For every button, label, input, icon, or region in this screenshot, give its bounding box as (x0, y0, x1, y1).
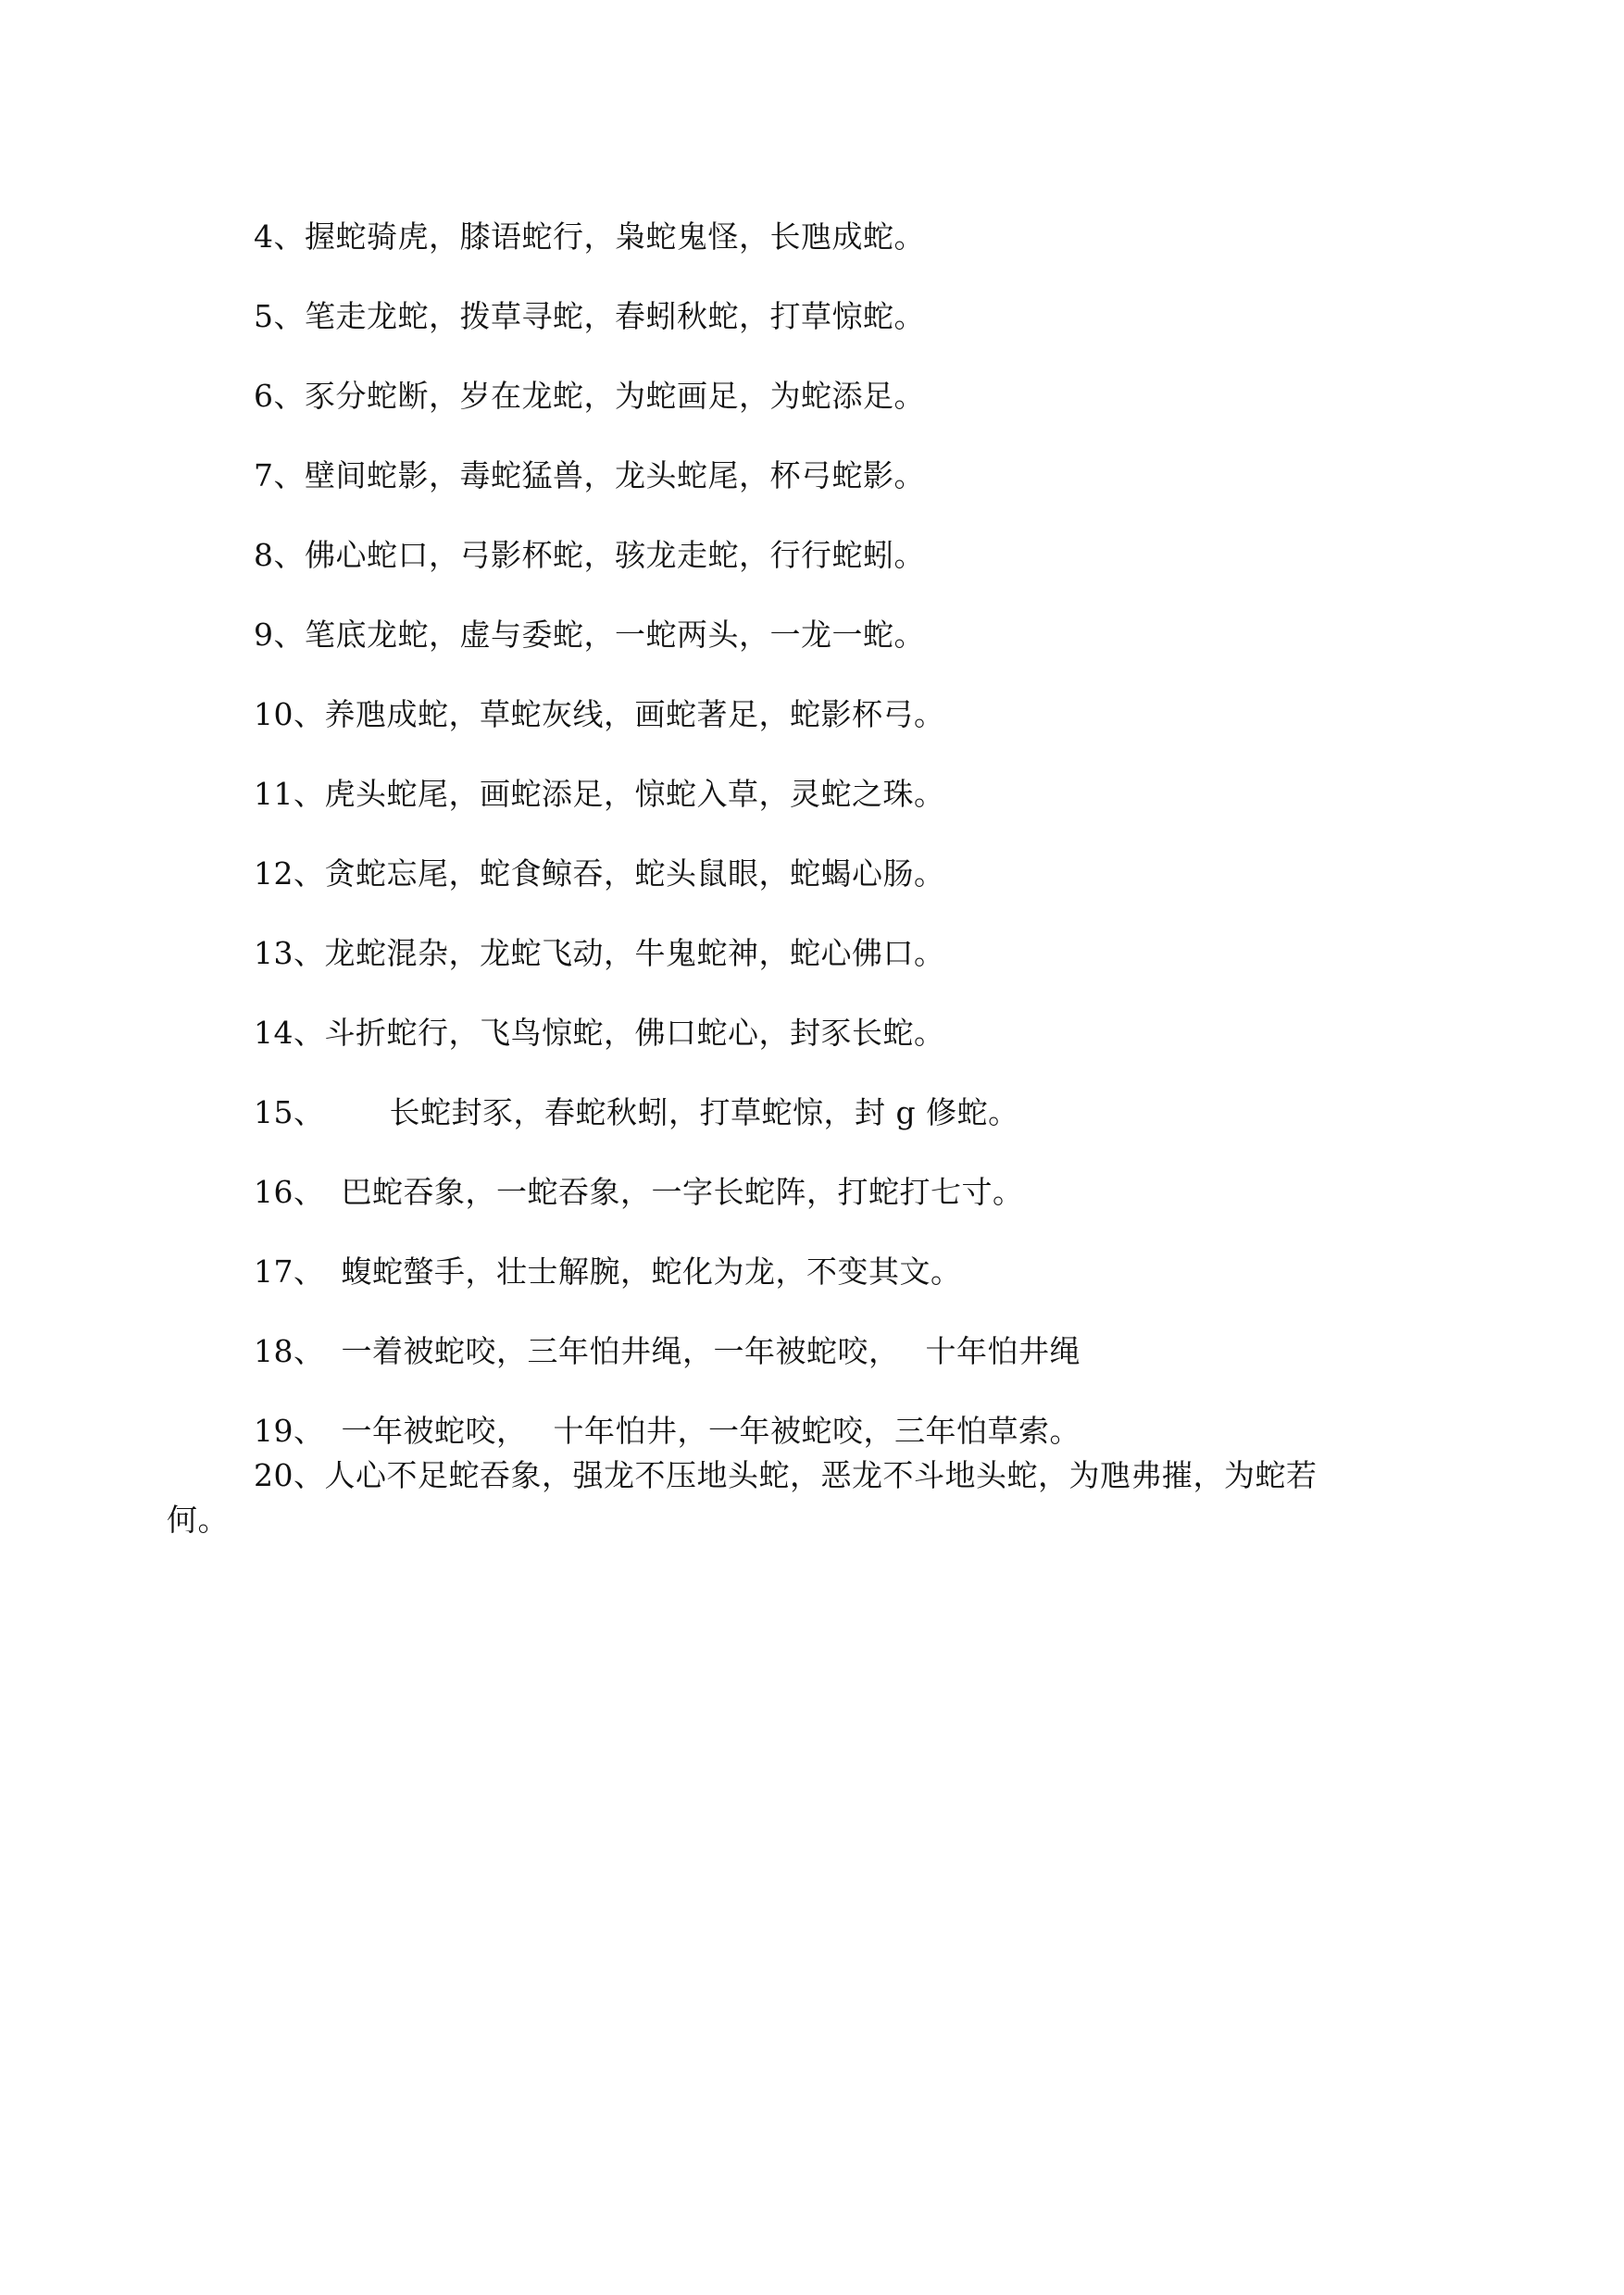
item-text: 佛心蛇口，弓影杯蛇，骇龙走蛇，行行蛇蚓。 (305, 537, 925, 573)
item-text-part: 十年怕井绳 (925, 1333, 1081, 1369)
item-number: 9、 (254, 617, 305, 653)
item-number: 8、 (254, 537, 305, 573)
item-number: 13、 (254, 935, 325, 971)
list-item (254, 298, 925, 335)
item-number: 11、 (254, 776, 325, 812)
list-item (254, 1174, 1024, 1211)
list-item (254, 218, 925, 256)
list-item (254, 617, 925, 654)
continuation-text: 何。 (167, 1502, 229, 1538)
item-number: 7、 (254, 457, 305, 493)
item-number: 4、 (254, 218, 305, 255)
list-item (254, 776, 945, 813)
list-item (254, 1413, 1081, 1450)
item-number: 18、 (254, 1333, 325, 1369)
list-item (254, 1333, 1081, 1370)
item-number: 6、 (254, 378, 305, 414)
item-text: 贪蛇忘尾，蛇食鲸吞，蛇头鼠眼，蛇蝎心肠。 (324, 855, 945, 892)
list-item (254, 935, 945, 972)
item-text: 握蛇骑虎，膝语蛇行，枭蛇鬼怪，长虺成蛇。 (305, 218, 925, 255)
item-number: 15、 (254, 1094, 325, 1130)
list-item (254, 1015, 945, 1052)
item-text: 人心不足蛇吞象，强龙不压地头蛇，恶龙不斗地头蛇，为虺弗摧，为蛇若 (324, 1457, 1318, 1493)
list-item (254, 537, 925, 574)
item-text: 笔走龙蛇，拨草寻蛇，春蚓秋蛇，打草惊蛇。 (305, 298, 925, 334)
list-item (254, 378, 925, 415)
item-text: 斗折蛇行，飞鸟惊蛇，佛口蛇心，封豕长蛇。 (324, 1015, 945, 1051)
item-text: 虎头蛇尾，画蛇添足，惊蛇入草，灵蛇之珠。 (324, 776, 945, 812)
item-text: 巴蛇吞象，一蛇吞象，一字长蛇阵，打蛇打七寸。 (341, 1174, 1024, 1210)
item-number: 20、 (254, 1457, 325, 1493)
item-number: 10、 (254, 696, 325, 732)
list-item (254, 1254, 962, 1291)
item-number: 19、 (254, 1413, 325, 1449)
item-text: 长蛇封豕，春蛇秋蚓，打草蛇惊，封 g 修蛇。 (389, 1094, 1019, 1130)
item-number: 17、 (254, 1254, 325, 1290)
item-number: 12、 (254, 855, 325, 892)
list-item (254, 457, 925, 494)
list-item (254, 855, 945, 892)
item-text: 龙蛇混杂，龙蛇飞动，牛鬼蛇神，蛇心佛口。 (324, 935, 945, 971)
item-text-part: 一着被蛇咬，三年怕井绳，一年被蛇咬， (341, 1333, 900, 1369)
item-text: 养虺成蛇，草蛇灰线，画蛇著足，蛇影杯弓。 (324, 696, 945, 732)
item-text: 壁间蛇影，毒蛇猛兽，龙头蛇尾，杯弓蛇影。 (305, 457, 925, 493)
item-text-part: 十年怕井，一年被蛇咬，三年怕草索。 (553, 1413, 1081, 1449)
list-item (254, 696, 945, 733)
item-number: 16、 (254, 1174, 325, 1210)
list-item (254, 1457, 1318, 1494)
item-text: 笔底龙蛇，虚与委蛇，一蛇两头，一龙一蛇。 (305, 617, 925, 653)
item-text-part: 一年被蛇咬， (341, 1413, 528, 1449)
item-number: 14、 (254, 1015, 325, 1051)
list-item (254, 1094, 1019, 1131)
item-text: 蝮蛇螫手，壮士解腕，蛇化为龙，不变其文。 (341, 1254, 962, 1290)
item-number: 5、 (254, 298, 305, 334)
item-text: 豕分蛇断，岁在龙蛇，为蛇画足，为蛇添足。 (305, 378, 925, 414)
